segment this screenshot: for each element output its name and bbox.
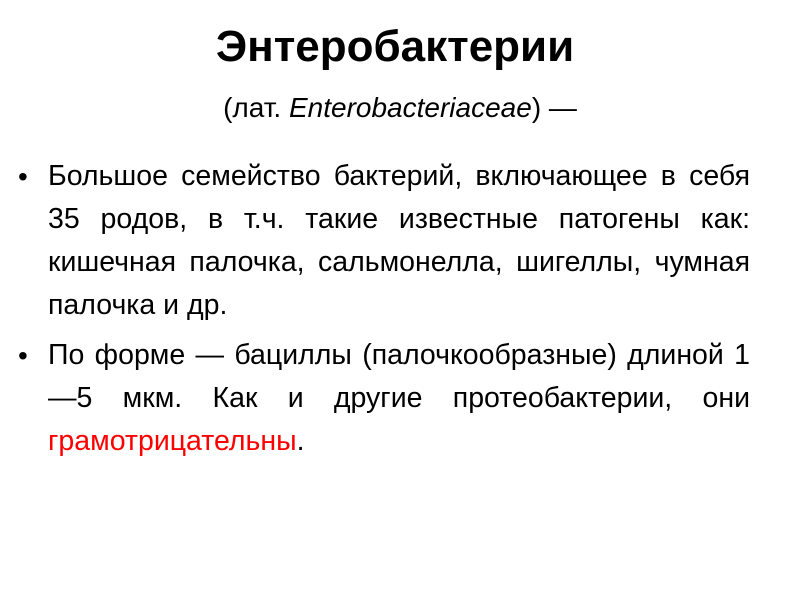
bullet-item-family	[18, 155, 750, 327]
latin-name-subtitle	[0, 88, 800, 128]
bullet-text: По форме — бациллы (палочкообразные) длиной 1—5 мкм. Как и другие протеобактерии, они	[48, 339, 750, 414]
slide-title: Энтеробактерии	[215, 22, 575, 71]
latin-name: Enterobacteriaceae	[288, 92, 532, 123]
bullet-item-shape	[18, 334, 750, 463]
bullet-icon: •	[18, 340, 28, 371]
subtitle-prefix: (лат.	[223, 92, 289, 123]
bullet-text-end: .	[296, 425, 305, 457]
bullet-list	[18, 155, 750, 470]
bullet-text: Большое семейство бактерий, включающее в себя 35 родов, в т.ч. такие известные патогены как: кишечная палочка, сальмонелла, шигеллы, чумная палочка и др.	[48, 160, 750, 321]
bullet-icon: •	[18, 161, 28, 192]
subtitle-suffix: ) —	[531, 92, 577, 123]
gram-negative-highlight: грамотрицательны	[48, 425, 297, 457]
